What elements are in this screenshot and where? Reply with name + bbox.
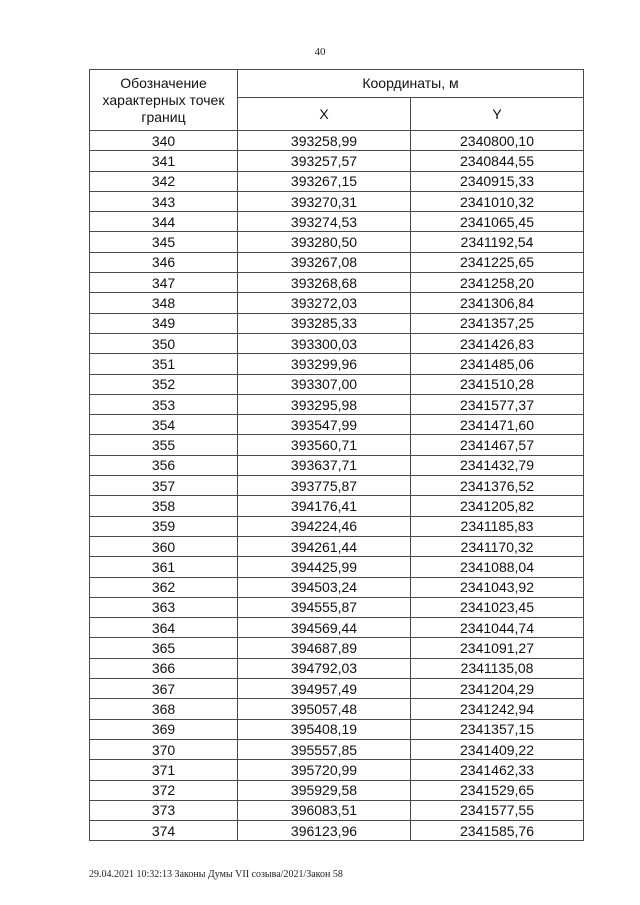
table-row — [90, 394, 584, 414]
x-coordinate-cell: 394555,87 — [238, 597, 411, 617]
x-coordinate-cell: 396123,96 — [238, 821, 411, 841]
point-number-cell: 342 — [90, 171, 238, 191]
table-row — [90, 780, 584, 800]
table-row — [90, 719, 584, 739]
point-number-cell: 371 — [90, 760, 238, 780]
y-coordinate-cell: 2341467,57 — [411, 435, 584, 455]
y-coordinate-cell: 2341577,37 — [411, 394, 584, 414]
table-row — [90, 476, 584, 496]
table-row — [90, 191, 584, 211]
y-coordinate-cell: 2340915,33 — [411, 171, 584, 191]
table-row — [90, 333, 584, 353]
table-row — [90, 151, 584, 171]
table-row — [90, 557, 584, 577]
header-x: X — [238, 98, 411, 131]
x-coordinate-cell: 394687,89 — [238, 638, 411, 658]
x-coordinate-cell: 393637,71 — [238, 455, 411, 475]
y-coordinate-cell: 2341023,45 — [411, 597, 584, 617]
table-row — [90, 455, 584, 475]
table-row — [90, 212, 584, 232]
table-row — [90, 618, 584, 638]
table-row — [90, 435, 584, 455]
y-coordinate-cell: 2341135,08 — [411, 658, 584, 678]
table-row — [90, 739, 584, 759]
point-number-cell: 351 — [90, 354, 238, 374]
y-coordinate-cell: 2341426,83 — [411, 333, 584, 353]
point-number-cell: 355 — [90, 435, 238, 455]
table-row — [90, 313, 584, 333]
coordinates-table — [89, 69, 584, 841]
table-row — [90, 800, 584, 820]
x-coordinate-cell: 393258,99 — [238, 131, 411, 151]
y-coordinate-cell: 2341043,92 — [411, 577, 584, 597]
table-row — [90, 597, 584, 617]
x-coordinate-cell: 394176,41 — [238, 496, 411, 516]
x-coordinate-cell: 393270,31 — [238, 191, 411, 211]
x-coordinate-cell: 393267,15 — [238, 171, 411, 191]
y-coordinate-cell: 2341409,22 — [411, 739, 584, 759]
y-coordinate-cell: 2341432,79 — [411, 455, 584, 475]
y-coordinate-cell: 2341357,25 — [411, 313, 584, 333]
y-coordinate-cell: 2341529,65 — [411, 780, 584, 800]
y-coordinate-cell: 2341010,32 — [411, 191, 584, 211]
x-coordinate-cell: 393295,98 — [238, 394, 411, 414]
y-coordinate-cell: 2340844,55 — [411, 151, 584, 171]
y-coordinate-cell: 2341577,55 — [411, 800, 584, 820]
x-coordinate-cell: 393299,96 — [238, 354, 411, 374]
x-coordinate-cell: 395408,19 — [238, 719, 411, 739]
header-y: Y — [411, 98, 584, 131]
point-number-cell: 340 — [90, 131, 238, 151]
point-number-cell: 373 — [90, 800, 238, 820]
x-coordinate-cell: 394261,44 — [238, 536, 411, 556]
y-coordinate-cell: 2341205,82 — [411, 496, 584, 516]
y-coordinate-cell: 2341185,83 — [411, 516, 584, 536]
y-coordinate-cell: 2340800,10 — [411, 131, 584, 151]
table-row — [90, 658, 584, 678]
y-coordinate-cell: 2341510,28 — [411, 374, 584, 394]
x-coordinate-cell: 394503,24 — [238, 577, 411, 597]
point-number-cell: 369 — [90, 719, 238, 739]
x-coordinate-cell: 393775,87 — [238, 476, 411, 496]
point-number-cell: 365 — [90, 638, 238, 658]
table-row — [90, 516, 584, 536]
header-coordinates: Координаты, м — [238, 70, 584, 98]
point-number-cell: 372 — [90, 780, 238, 800]
x-coordinate-cell: 393272,03 — [238, 293, 411, 313]
x-coordinate-cell: 393267,08 — [238, 252, 411, 272]
point-number-cell: 358 — [90, 496, 238, 516]
table-row — [90, 131, 584, 151]
y-coordinate-cell: 2341462,33 — [411, 760, 584, 780]
table-row — [90, 354, 584, 374]
y-coordinate-cell: 2341044,74 — [411, 618, 584, 638]
x-coordinate-cell: 394224,46 — [238, 516, 411, 536]
table-row — [90, 252, 584, 272]
y-coordinate-cell: 2341242,94 — [411, 699, 584, 719]
point-number-cell: 363 — [90, 597, 238, 617]
point-number-cell: 368 — [90, 699, 238, 719]
y-coordinate-cell: 2341091,27 — [411, 638, 584, 658]
point-number-cell: 349 — [90, 313, 238, 333]
y-coordinate-cell: 2341065,45 — [411, 212, 584, 232]
table-row — [90, 293, 584, 313]
point-number-cell: 343 — [90, 191, 238, 211]
x-coordinate-cell: 393268,68 — [238, 273, 411, 293]
coordinates-table-body — [90, 131, 584, 841]
point-number-cell: 348 — [90, 293, 238, 313]
table-row — [90, 679, 584, 699]
y-coordinate-cell: 2341088,04 — [411, 557, 584, 577]
x-coordinate-cell: 394957,49 — [238, 679, 411, 699]
point-number-cell: 367 — [90, 679, 238, 699]
point-number-cell: 346 — [90, 252, 238, 272]
y-coordinate-cell: 2341357,15 — [411, 719, 584, 739]
header-point-designation: Обозначение характерных точек границ — [90, 70, 238, 131]
y-coordinate-cell: 2341485,06 — [411, 354, 584, 374]
x-coordinate-cell: 395929,58 — [238, 780, 411, 800]
point-number-cell: 362 — [90, 577, 238, 597]
y-coordinate-cell: 2341170,32 — [411, 536, 584, 556]
y-coordinate-cell: 2341225,65 — [411, 252, 584, 272]
point-number-cell: 360 — [90, 536, 238, 556]
y-coordinate-cell: 2341204,29 — [411, 679, 584, 699]
point-number-cell: 352 — [90, 374, 238, 394]
point-number-cell: 350 — [90, 333, 238, 353]
x-coordinate-cell: 394792,03 — [238, 658, 411, 678]
table-row — [90, 232, 584, 252]
y-coordinate-cell: 2341376,52 — [411, 476, 584, 496]
x-coordinate-cell: 393547,99 — [238, 415, 411, 435]
table-row — [90, 536, 584, 556]
point-number-cell: 357 — [90, 476, 238, 496]
table-row — [90, 374, 584, 394]
table-row — [90, 760, 584, 780]
point-number-cell: 345 — [90, 232, 238, 252]
table-row — [90, 638, 584, 658]
point-number-cell: 370 — [90, 739, 238, 759]
table-row — [90, 577, 584, 597]
document-footer: 29.04.2021 10:32:13 Законы Думы VII созыва/2021/Закон 58 — [89, 869, 343, 880]
point-number-cell: 366 — [90, 658, 238, 678]
table-row — [90, 821, 584, 841]
table-row — [90, 273, 584, 293]
table-row — [90, 415, 584, 435]
x-coordinate-cell: 393274,53 — [238, 212, 411, 232]
y-coordinate-cell: 2341585,76 — [411, 821, 584, 841]
x-coordinate-cell: 393307,00 — [238, 374, 411, 394]
y-coordinate-cell: 2341306,84 — [411, 293, 584, 313]
x-coordinate-cell: 395720,99 — [238, 760, 411, 780]
table-row — [90, 171, 584, 191]
y-coordinate-cell: 2341471,60 — [411, 415, 584, 435]
point-number-cell: 361 — [90, 557, 238, 577]
table-row — [90, 496, 584, 516]
point-number-cell: 341 — [90, 151, 238, 171]
x-coordinate-cell: 393280,50 — [238, 232, 411, 252]
x-coordinate-cell: 393300,03 — [238, 333, 411, 353]
point-number-cell: 354 — [90, 415, 238, 435]
x-coordinate-cell: 395057,48 — [238, 699, 411, 719]
point-number-cell: 344 — [90, 212, 238, 232]
x-coordinate-cell: 393257,57 — [238, 151, 411, 171]
point-number-cell: 359 — [90, 516, 238, 536]
x-coordinate-cell: 396083,51 — [238, 800, 411, 820]
x-coordinate-cell: 394425,99 — [238, 557, 411, 577]
x-coordinate-cell: 393285,33 — [238, 313, 411, 333]
x-coordinate-cell: 393560,71 — [238, 435, 411, 455]
y-coordinate-cell: 2341258,20 — [411, 273, 584, 293]
x-coordinate-cell: 395557,85 — [238, 739, 411, 759]
x-coordinate-cell: 394569,44 — [238, 618, 411, 638]
point-number-cell: 356 — [90, 455, 238, 475]
page-number: 40 — [314, 46, 326, 58]
y-coordinate-cell: 2341192,54 — [411, 232, 584, 252]
point-number-cell: 347 — [90, 273, 238, 293]
point-number-cell: 364 — [90, 618, 238, 638]
point-number-cell: 353 — [90, 394, 238, 414]
table-row — [90, 699, 584, 719]
point-number-cell: 374 — [90, 821, 238, 841]
